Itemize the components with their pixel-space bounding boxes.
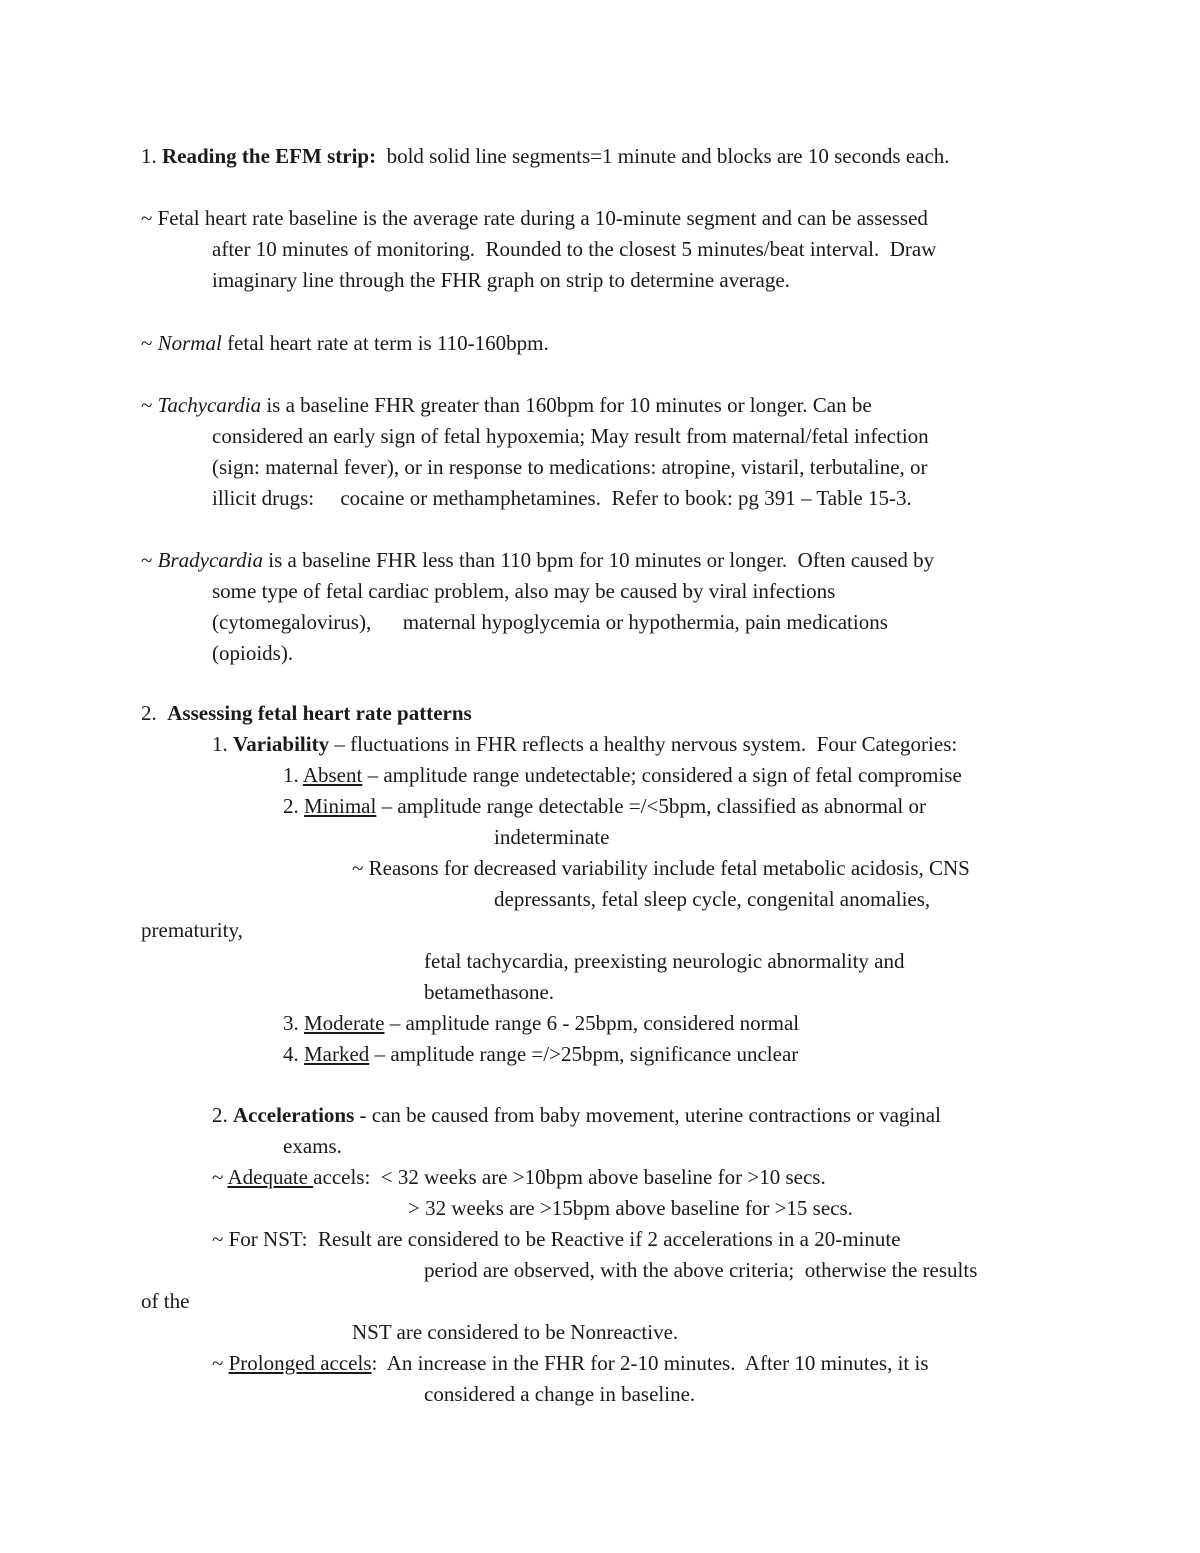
- reasons-line-5: betamethasone.: [424, 980, 555, 1004]
- section-number: 2.: [141, 701, 157, 725]
- adequate-line-2: > 32 weeks are >15bpm above baseline for >15 secs.: [408, 1196, 853, 1220]
- item-number: 1.: [212, 732, 228, 756]
- tachy-line-2: considered an early sign of fetal hypoxemia; May result from maternal/fetal infection: [212, 424, 929, 448]
- brady-line-2: some type of fetal cardiac problem, also may be caused by viral infections: [212, 579, 836, 603]
- accelerations-cont: exams.: [283, 1134, 342, 1158]
- bullet-tilde: ~: [212, 1165, 228, 1189]
- term-adequate: Adequate: [227, 1165, 314, 1189]
- minimal-cont: indeterminate: [494, 825, 610, 849]
- adequate-line-1: [212, 1164, 826, 1190]
- brady-line-3: (cytomegalovirus), maternal hypoglycemia or hypothermia, pain medications: [212, 610, 888, 634]
- term-normal: Normal: [157, 331, 222, 355]
- variability-line: [212, 731, 957, 757]
- reasons-line-2: depressants, fetal sleep cycle, congenital anomalies,: [494, 887, 931, 911]
- item-number: 3.: [283, 1011, 299, 1035]
- nst-line-3: of the: [141, 1289, 190, 1313]
- reasons-line-3: prematurity,: [141, 918, 243, 942]
- nst-line-2: period are observed, with the above criteria; otherwise the results: [424, 1258, 978, 1282]
- prolonged-cont: considered a change in baseline.: [424, 1382, 696, 1406]
- normal-text: fetal heart rate at term is 110-160bpm.: [221, 331, 549, 355]
- reasons-line-1: ~ Reasons for decreased variability include fetal metabolic acidosis, CNS: [352, 856, 970, 880]
- moderate-line: [283, 1010, 799, 1036]
- brady-line-1: [141, 547, 934, 573]
- accelerations-text: - can be caused from baby movement, uterine contractions or vaginal: [354, 1103, 941, 1127]
- term-absent: Absent: [302, 763, 363, 787]
- tachy-line-1: [141, 392, 872, 418]
- bullet-tilde: ~: [212, 1351, 229, 1375]
- term-variability: Variability: [233, 732, 330, 756]
- accelerations-line: [212, 1102, 941, 1128]
- tachy-line-3: (sign: maternal fever), or in response to medications: atropine, vistaril, terbutaline, or: [212, 455, 928, 479]
- adequate-text: accels: < 32 weeks are >10bpm above baseline for >10 secs.: [313, 1165, 826, 1189]
- baseline-line-3: imaginary line through the FHR graph on strip to determine average.: [212, 268, 790, 292]
- tachy-text: is a baseline FHR greater than 160bpm for 10 minutes or longer. Can be: [261, 393, 872, 417]
- heading-text: bold solid line segments=1 minute and blocks are 10 seconds each.: [386, 144, 950, 168]
- minimal-line: [283, 793, 926, 819]
- brady-text: is a baseline FHR less than 110 bpm for 10 minutes or longer. Often caused by: [263, 548, 935, 572]
- tachy-line-4: illicit drugs: cocaine or methamphetamines. Refer to book: pg 391 – Table 15-3.: [212, 486, 912, 510]
- term-bradycardia: Bradycardia: [157, 548, 263, 572]
- reasons-line-4: fetal tachycardia, preexisting neurologic abnormality and: [424, 949, 905, 973]
- nst-line-1: ~ For NST: Result are considered to be Reactive if 2 accelerations in a 20-minute: [212, 1227, 901, 1251]
- item-number: 4.: [283, 1042, 299, 1066]
- term-minimal: Minimal: [304, 794, 377, 818]
- nst-line-4: NST are considered to be Nonreactive.: [352, 1320, 679, 1344]
- bullet-tilde: ~: [141, 548, 158, 572]
- bullet-tilde: ~: [141, 393, 158, 417]
- moderate-text: – amplitude range 6 - 25bpm, considered normal: [384, 1011, 800, 1035]
- baseline-line-2: after 10 minutes of monitoring. Rounded to the closest 5 minutes/beat interval. Draw: [212, 237, 937, 261]
- term-tachycardia: Tachycardia: [157, 393, 262, 417]
- marked-text: – amplitude range =/>25bpm, significance unclear: [369, 1042, 799, 1066]
- prolonged-text: : An increase in the FHR for 2-10 minutes. After 10 minutes, it is: [371, 1351, 929, 1375]
- item-number: 2.: [212, 1103, 228, 1127]
- absent-text: – amplitude range undetectable; considered a sign of fetal compromise: [362, 763, 962, 787]
- brady-line-4: (opioids).: [212, 641, 294, 665]
- term-accelerations: Accelerations: [233, 1103, 355, 1127]
- term-moderate: Moderate: [304, 1011, 385, 1035]
- section-heading: Assessing fetal heart rate patterns: [167, 701, 472, 725]
- item-number: 1.: [283, 763, 299, 787]
- section-1-heading-line: [141, 143, 950, 169]
- section-number: 1.: [141, 144, 157, 168]
- baseline-line-1: ~ Fetal heart rate baseline is the average rate during a 10-minute segment and can be assessed: [141, 206, 928, 230]
- normal-line: [141, 330, 549, 356]
- prolonged-line: [212, 1350, 929, 1376]
- bullet-tilde: ~: [141, 331, 158, 355]
- section-heading: Reading the EFM strip:: [162, 144, 377, 168]
- section-2-heading-line: [141, 700, 472, 726]
- item-number: 2.: [283, 794, 299, 818]
- marked-line: [283, 1041, 798, 1067]
- term-marked: Marked: [304, 1042, 370, 1066]
- variability-text: – fluctuations in FHR reflects a healthy nervous system. Four Categories:: [329, 732, 958, 756]
- term-prolonged-accels: Prolonged accels: [228, 1351, 372, 1375]
- absent-line: [283, 762, 962, 788]
- minimal-text: – amplitude range detectable =/<5bpm, classified as abnormal or: [376, 794, 927, 818]
